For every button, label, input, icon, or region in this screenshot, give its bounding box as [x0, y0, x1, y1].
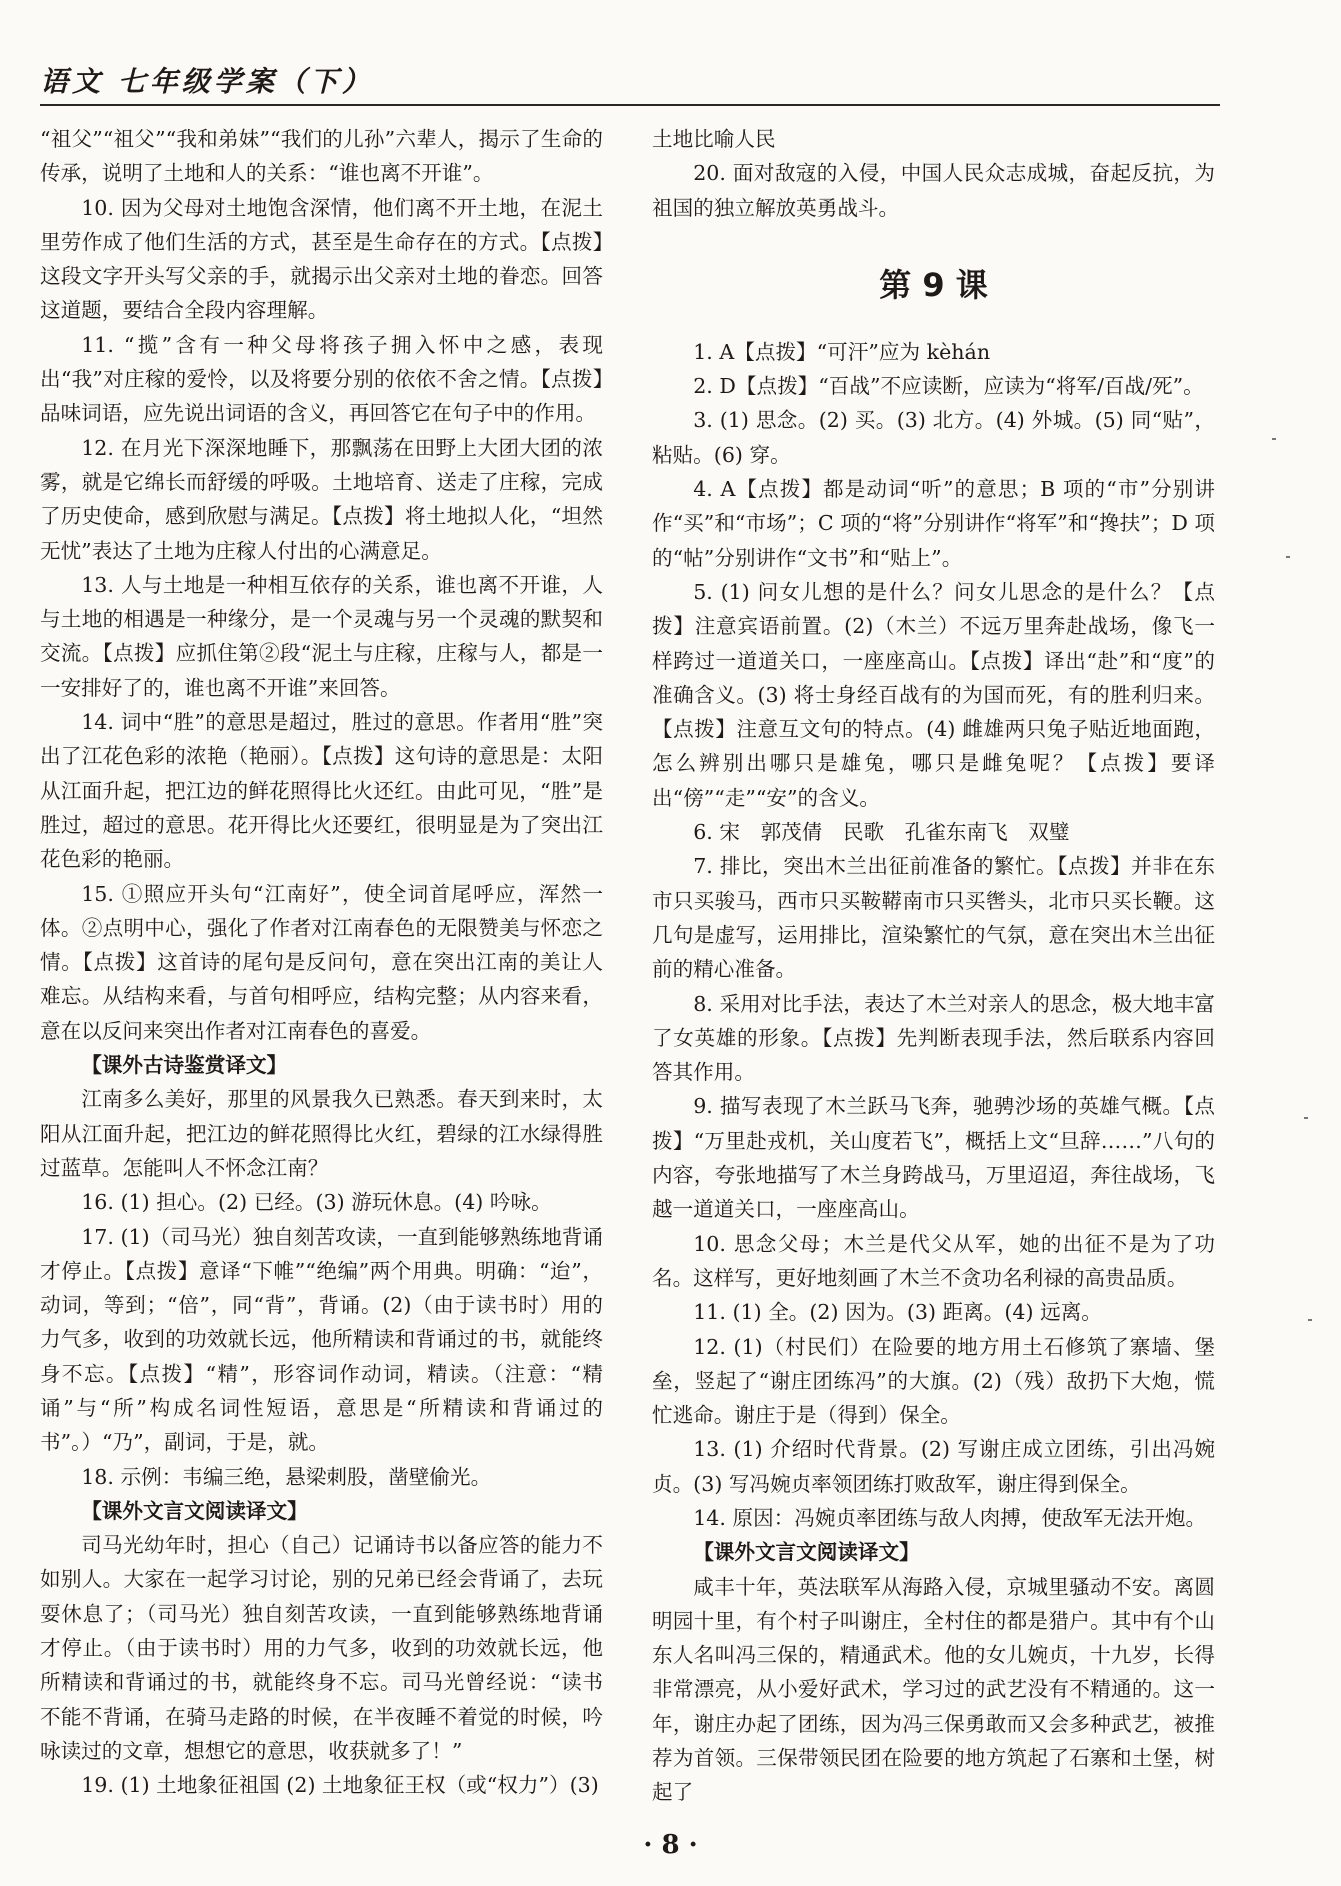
- answer-paragraph: 10. 因为父母对土地饱含深情，他们离不开土地，在泥土里劳作成了他们生活的方式，甚至是生命存在的方式。【点拨】这段文字开头写父亲的手，就揭示出父亲对土地的眷恋。回答这道题，要结合全段内容理解。: [40, 195, 603, 323]
- right-column-answers: [652, 335, 1215, 1810]
- answer-paragraph: 11. “揽”含有一种父母将孩子拥入怀中之感，表现出“我”对庄稼的爱怜，以及将要分别的依依不舍之情。【点拨】品味词语，应先说出词语的含义，再回答它在句子中的作用。: [40, 332, 603, 426]
- answer-paragraph: 司马光幼年时，担心（自己）记诵诗书以备应答的能力不如别人。大家在一起学习讨论，别的兄弟已经会背诵了，去玩耍休息了；（司马光）独自刻苦攻读，一直到能够熟练地背诵才停止。（由于读书时）用的力气多，收到的功效就长远，他所精读和背诵过的书，就能终身不忘。司马光曾经说：“读书不能不背诵，在骑马走路的时候，在半夜睡不着觉的时候，吟咏读过的文章，想想它的意思，收获就多了！”: [40, 1533, 603, 1763]
- answer-paragraph: 13. 人与土地是一种相互依存的关系，谁也离不开谁，人与土地的相遇是一种缘分，是一个灵魂与另一个灵魂的默契和交流。【点拨】应抓住第②段“泥土与庄稼，庄稼与人，都是一一安排好了的，谁也离不开谁”来回答。: [40, 572, 603, 700]
- left-column: [40, 122, 603, 1803]
- answer-paragraph: 5. (1) 问女儿想的是什么？问女儿思念的是什么？【点拨】注意宾语前置。(2)（木兰）不远万里奔赴战场，像飞一样跨过一道道关口，一座座高山。【点拨】译出“赴”和“度”的准确含义。(3) 将士身经百战有的为国而死，有的胜利归来。【点拨】注意互文句的特点。(4) 雌雄两只兔子贴近地面跑，怎么辨别出哪只是雄兔，哪只是雌兔呢？【点拨】要译出“傍”“走”“安”的含义。: [652, 579, 1215, 810]
- answer-paragraph: 6. 宋 郭茂倩 民歌 孔雀东南飞 双璧: [693, 820, 1070, 845]
- answer-paragraph: 7. 排比，突出木兰出征前准备的繁忙。【点拨】并非在东市只买骏马，西市只买鞍鞯南市只买辔头，北市只买长鞭。这几句是虚写，运用排比，渲染繁忙的气氛，意在突出木兰出征前的精心准备。: [652, 854, 1215, 982]
- answer-paragraph: 12. (1)（村民们）在险要的地方用土石修筑了寨墙、堡垒，竖起了“谢庄团练冯”的大旗。(2)（残）敌扔下大炮，慌忙逃命。谢庄于是（得到）保全。: [652, 1334, 1215, 1428]
- answer-paragraph: “祖父”“祖父”“我和弟妹”“我们的儿孙”六辈人，揭示了生命的传承，说明了土地和人的关系：“谁也离不开谁”。: [40, 127, 603, 186]
- right-column: [652, 122, 1215, 1810]
- answer-paragraph: 17. (1)（司马光）独自刻苦攻读，一直到能够熟练地背诵才停止。【点拨】意译“下帷”“绝编”两个用典。明确：“迨”，动词，等到；“倍”，同“背”，背诵。(2)（由于读书时）用的力气多，收到的功效就长远，他所精读和背诵过的书，就能终身不忘。【点拨】“精”，形容词作动词，精读。（注意：“精诵”与“所”构成名词性短语，意思是“所精读和背诵过的书”。）“乃”，副词，于是，就。: [40, 1224, 603, 1455]
- answer-paragraph: 19. (1) 土地象征祖国 (2) 土地象征王权（或“权力”）(3): [81, 1773, 599, 1798]
- answer-paragraph: 14. 词中“胜”的意思是超过，胜过的意思。作者用“胜”突出了江花色彩的浓艳（艳丽）。【点拨】这句诗的意思是：太阳从江面升起，把江边的鲜花照得比火还红。由此可见，“胜”是胜过，超过的意思。花开得比火还要红，很明显是为了突出江花色彩的艳丽。: [40, 710, 603, 872]
- answer-paragraph: 15. ①照应开头句“江南好”，使全词首尾呼应，浑然一体。②点明中心，强化了作者对江南春色的无限赞美与怀恋之情。【点拨】这首诗的尾句是反问句，意在突出江南的美让人难忘。从结构来看，与首句相呼应，结构完整；从内容来看，意在以反问来突出作者对江南春色的喜爱。: [40, 881, 603, 1043]
- section-heading: 【课外文言文阅读译文】: [693, 1540, 920, 1565]
- answer-paragraph: 20. 面对敌寇的入侵，中国人民众志成城，奋起反抗，为祖国的独立解放英勇战斗。: [652, 161, 1215, 220]
- scan-speck: [1286, 556, 1290, 558]
- answer-paragraph: 土地比喻人民: [652, 127, 776, 151]
- answer-paragraph: 11. (1) 全。(2) 因为。(3) 距离。(4) 远离。: [693, 1300, 1102, 1325]
- section-heading: 【课外文言文阅读译文】: [81, 1498, 308, 1523]
- answer-paragraph: 12. 在月光下深深地睡下，那飘荡在田野上大团大团的浓雾，就是它绵长而舒缓的呼吸。土地培育、送走了庄稼，完成了历史使命，感到欣慰与满足。【点拨】将土地拟人化，“坦然无忧”表达了土地为庄稼人付出的心满意足。: [40, 435, 603, 563]
- scan-speck: [1304, 1117, 1308, 1119]
- answer-paragraph: 8. 采用对比手法，表达了木兰对亲人的思念，极大地丰富了女英雄的形象。【点拨】先判断表现手法，然后联系内容回答其作用。: [652, 991, 1215, 1085]
- answer-paragraph: 14. 原因：冯婉贞率团练与敌人肉搏，使敌军无法开炮。: [693, 1505, 1207, 1530]
- answer-paragraph: 9. 描写表现了木兰跃马飞奔，驰骋沙场的英雄气概。【点拨】“万里赴戎机，关山度若飞”，概括上文“旦辞……”八句的内容，夸张地描写了木兰身跨战马，万里迢迢，奔往战场，飞越一道道关口，一座座高山。: [652, 1094, 1215, 1222]
- page-header: [40, 60, 1220, 96]
- answer-paragraph: 江南多么美好，那里的风景我久已熟悉。春天到来时，太阳从江面升起，把江边的鲜花照得比火红，碧绿的江水绿得胜过蓝草。怎能叫人不怀念江南？: [40, 1087, 603, 1180]
- answer-paragraph: 13. (1) 介绍时代背景。(2) 写谢庄成立团练，引出冯婉贞。(3) 写冯婉贞率领团练打败敌军，谢庄得到保全。: [652, 1437, 1215, 1496]
- page-number: · 8 ·: [643, 1830, 698, 1860]
- answer-paragraph: 3. (1) 思念。(2) 买。(3) 北方。(4) 外城。(5) 同“贴”，粘贴。(6) 穿。: [652, 408, 1215, 467]
- answer-paragraph: 16. (1) 担心。(2) 已经。(3) 游玩休息。(4) 吟咏。: [81, 1190, 552, 1215]
- header-title: 语文 七年级学案（下）: [40, 65, 374, 98]
- lesson-title: 第 9 课: [879, 265, 988, 304]
- scan-speck: [1272, 438, 1276, 440]
- answer-paragraph: 1. A【点拨】“可汗”应为 kèhán: [693, 339, 991, 364]
- answer-paragraph: 18. 示例：韦编三绝，悬梁刺股，凿壁偷光。: [81, 1464, 492, 1489]
- answer-paragraph: 10. 思念父母；木兰是代父从军，她的出征不是为了功名。这样写，更好地刻画了木兰不贪功名利禄的高贵品质。: [652, 1231, 1215, 1290]
- scan-speck: [1308, 1319, 1312, 1321]
- header-rule: [40, 104, 1220, 106]
- answer-paragraph: 2. D【点拨】“百战”不应读断，应读为“将军/百战/死”。: [693, 374, 1204, 399]
- answer-paragraph: 咸丰十年，英法联军从海路入侵，京城里骚动不安。离圆明园十里，有个村子叫谢庄，全村住的都是猎户。其中有个山东人名叫冯三保的，精通武术。他的女儿婉贞，十九岁，长得非常漂亮，从小爱好武术，学习过的武艺没有不精通的。这一年，谢庄办起了团练，因为冯三保勇敢而又会多种武艺，被推荐为首领。三保带领民团在险要的地方筑起了石寨和土堡，树起了: [652, 1574, 1215, 1805]
- answer-paragraph: 4. A【点拨】都是动词“听”的意思；B 项的“市”分别讲作“买”和“市场”；C 项的“将”分别讲作“将军”和“搀扶”；D 项的“帖”分别讲作“文书”和“贴上”。: [652, 477, 1215, 570]
- right-column-top: [652, 122, 1215, 225]
- section-heading: 【课外古诗鉴赏译文】: [81, 1053, 288, 1078]
